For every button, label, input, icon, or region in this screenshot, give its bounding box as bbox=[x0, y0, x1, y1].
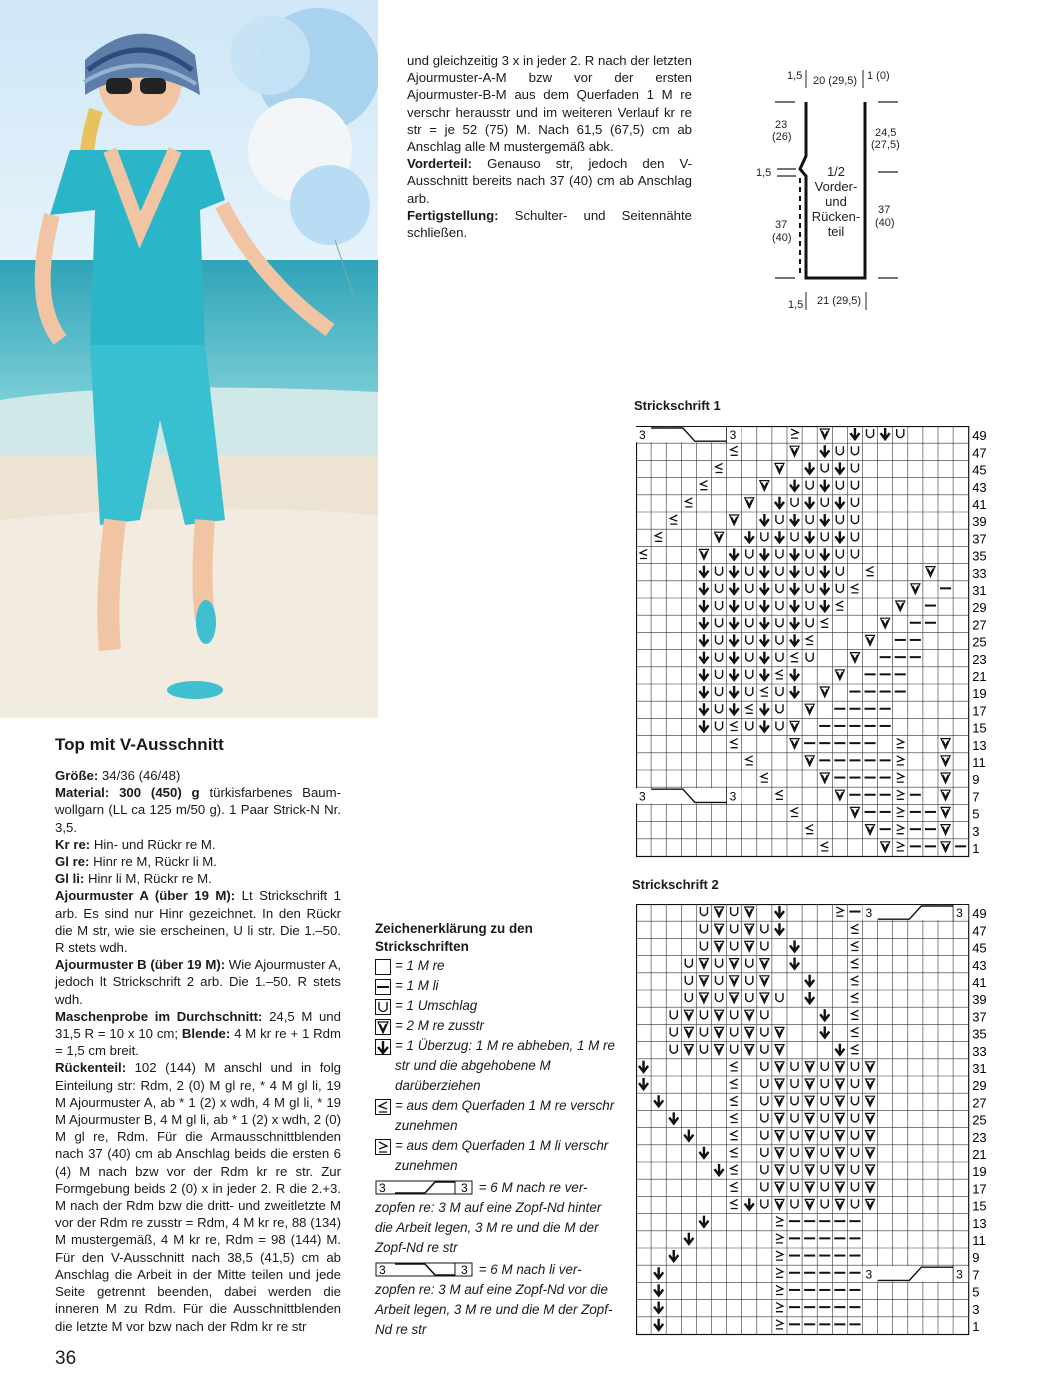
row-label: 11 bbox=[972, 755, 986, 770]
row-label: 25 bbox=[972, 634, 987, 650]
row-label: 29 bbox=[972, 1078, 987, 1094]
dash-symbol-icon bbox=[375, 979, 391, 995]
row-label: 33 bbox=[972, 565, 987, 581]
row-label: 5 bbox=[972, 806, 980, 822]
schematic-bottom-width: 21 (29,5) bbox=[817, 295, 862, 307]
row-label: 39 bbox=[972, 514, 987, 530]
row-label: 37 bbox=[972, 1009, 987, 1025]
legend-item-u bbox=[375, 996, 615, 1016]
page-number: 36 bbox=[55, 1348, 77, 1369]
legend-item-lt bbox=[375, 1096, 615, 1136]
row-label: 29 bbox=[972, 600, 987, 616]
legend-item-text: = 1 M li bbox=[395, 978, 439, 993]
schematic-right-upper-alt: (27,5) bbox=[871, 139, 900, 151]
cable-number: 3 bbox=[639, 428, 646, 443]
row-label: 13 bbox=[972, 737, 987, 753]
row-label: 37 bbox=[972, 531, 987, 547]
legend-item-dash bbox=[375, 976, 615, 996]
row-label: 47 bbox=[972, 445, 987, 461]
cable-number: 3 bbox=[865, 906, 873, 921]
cable-number: 3 bbox=[956, 906, 963, 921]
chart1-title: Strickschrift 1 bbox=[634, 398, 721, 413]
cable-number: 3 bbox=[956, 1267, 963, 1282]
row-label: 31 bbox=[972, 1061, 987, 1076]
row-label: 7 bbox=[972, 789, 980, 805]
legend-item-text: = 2 M re zusstr bbox=[395, 1018, 484, 1033]
schematic-label-line-1: 1/2 bbox=[826, 164, 846, 179]
schematic-label-line-5: teil bbox=[827, 224, 845, 239]
row-label: 13 bbox=[972, 1215, 987, 1231]
u-symbol-icon bbox=[375, 999, 391, 1015]
legend-item-text: = 1 Umschlag bbox=[395, 998, 478, 1013]
svg-text:3: 3 bbox=[461, 1181, 468, 1196]
row-label: 47 bbox=[972, 923, 987, 939]
legend-item-text: = 1 Überzug: 1 M re abheben, 1 M re str und die abgehobene M darüberziehen bbox=[395, 1038, 615, 1093]
schematic-left-lower: 37 bbox=[775, 219, 788, 231]
schematic-left-upper: 23 bbox=[775, 119, 788, 131]
instructions-left-column bbox=[55, 767, 341, 1335]
gauge-paragraph: Maschenprobe im Durchschnitt: 24,5 M und 31,5 R = 10 x 10 cm; Blende: 4 M kr re + 1 Rdm = 1,5 cm breit. bbox=[55, 1008, 342, 1059]
symbol-legend bbox=[375, 920, 615, 1340]
chart2-title: Strickschrift 2 bbox=[632, 877, 719, 892]
size-schematic bbox=[750, 60, 930, 320]
legend-heading: Zeichenerklärung zu den Strickschriften bbox=[375, 921, 533, 954]
row-label: 21 bbox=[972, 669, 987, 684]
row-label: 27 bbox=[972, 1095, 987, 1111]
ajour-a-paragraph: Ajourmuster A (über 19 M): Lt Strickschrift 1 arb. Es sind nur Hinr gezeichnet. In den Rückr die M str, wie sie erscheinen, U li str. Die 1.–50. R stets wdh. bbox=[55, 888, 341, 956]
model-photo bbox=[0, 0, 378, 718]
legend-item-text: = 1 M re bbox=[395, 958, 445, 973]
row-label: 15 bbox=[972, 1198, 987, 1214]
row-label: 49 bbox=[972, 906, 987, 922]
schematic-label-line-4: Rücken- bbox=[811, 209, 861, 224]
svg-text:3: 3 bbox=[379, 1263, 386, 1278]
schematic-top-width: 20 (29,5) bbox=[813, 75, 858, 87]
legend-cable-left-text: = 6 M nach li ver-zopfen re: 3 M auf eine Zopf-Nd vor die Arbeit legen, 3 M re und die M der Zopf-Nd re str bbox=[375, 1262, 613, 1337]
row-label: 45 bbox=[972, 462, 987, 478]
row-label: 3 bbox=[972, 823, 980, 839]
row-label: 1 bbox=[972, 1319, 980, 1334]
cable-number: 3 bbox=[865, 1267, 873, 1282]
row-label: 19 bbox=[972, 686, 987, 702]
lt-symbol-icon bbox=[375, 1099, 391, 1115]
legend-item-text: = aus dem Querfaden 1 M re verschr zunehmen bbox=[395, 1098, 615, 1133]
schematic-right-lower-alt: (40) bbox=[875, 217, 895, 229]
row-label: 19 bbox=[972, 1164, 987, 1180]
row-label: 23 bbox=[972, 1129, 987, 1145]
row-label: 23 bbox=[972, 651, 987, 667]
continuation-paragraph: und gleichzeitig 3 x in jeder 2. R nach der letzten Ajourmuster-A-M bzw vor der ersten Ajourmuster-B-M aus dem Querfaden 1 M re verschr herausstr und im weiteren Verlauf kr re str = je 52 (75) M. Nach 61,5 (67,5) cm ab Anschlag alle M mustergemäß abk. bbox=[407, 53, 692, 155]
row-label: 39 bbox=[972, 992, 987, 1008]
size-paragraph: Größe: 34/36 (46/48) bbox=[55, 768, 181, 783]
row-label: 7 bbox=[972, 1267, 980, 1283]
cable-right-icon bbox=[375, 1180, 475, 1196]
legend-item-v bbox=[375, 1016, 615, 1036]
schematic-label-line-2: Vorder- bbox=[814, 179, 858, 194]
pattern-title: Top mit V-Ausschnitt bbox=[55, 735, 224, 754]
legend-item-down bbox=[375, 1036, 615, 1096]
gt-symbol-icon bbox=[375, 1139, 391, 1155]
schematic-label-line-3: und bbox=[825, 194, 847, 209]
gl-re-paragraph: Gl re: Hinr re M, Rückr li M. bbox=[55, 854, 217, 870]
row-label: 17 bbox=[972, 1181, 987, 1197]
back-piece-paragraph: Rückenteil: 102 (144) M anschl und in folg Einteilung str: Rdm, 2 (0) M gl re, * 4 M gl li, 19 M Ajourmuster A, ab * 1 (2) x wdh, 4 M gl li, * 19 M Ajourmuster B, 4 M gl li, ab * 1 (2) x wdh, 2 (0) M gl re, Rdm. Für die Armausschnittblenden nach 37 (40) cm ab Anschlag beids die ersten 6 (4) M nach bzw vor der Rdm kr re str. Zur Formgebung beids 2 (0) x in jeder 2. R die 2.+3. M nach der Rdm bzw die dritt- und zweitletzte M vor der Rdm re zusstr = Rdm, 4 M kr re, 88 (134) M mustergemäß, 4 M kr re, Rdm = 98 (144) M. Für den V-Ausschnitt nach 38,5 (41,5) cm ab Anschlag die Arbeit in der Mitte teilen und jede Seite getrennt beenden, dabei werden die inneren M zu Rdm. Für die Ausschnittblenden die letzte M vor bzw nach der Rdm kr re str bbox=[55, 1060, 341, 1334]
knitting-chart-1 bbox=[636, 426, 996, 862]
kr-re-paragraph: Kr re: Hin- und Rückr re M. bbox=[55, 836, 216, 852]
row-label: 3 bbox=[972, 1301, 980, 1317]
row-label: 9 bbox=[972, 1250, 980, 1266]
legend-cable-left bbox=[375, 1260, 615, 1340]
v-symbol-icon bbox=[375, 1019, 391, 1035]
row-label: 41 bbox=[972, 497, 987, 512]
knitting-chart-2 bbox=[636, 904, 996, 1340]
empty-symbol-icon bbox=[375, 959, 391, 975]
schematic-right-upper: 24,5 bbox=[875, 127, 897, 139]
legend-cable-right-text: = 6 M nach re ver-zopfen re: 3 M auf eine Zopf-Nd hinter die Arbeit legen, 3 M re und die M der Zopf-Nd re str bbox=[375, 1180, 602, 1255]
schematic-top-right: 1 (0) bbox=[867, 70, 890, 82]
row-label: 17 bbox=[972, 703, 987, 719]
row-label: 33 bbox=[972, 1043, 987, 1059]
schematic-left-mid: 1,5 bbox=[756, 167, 772, 179]
gl-li-paragraph: Gl li: Hinr li M, Rückr re M. bbox=[55, 871, 212, 887]
schematic-right-lower: 37 bbox=[878, 204, 891, 216]
legend-item-text: = aus dem Querfaden 1 M li verschr zunehmen bbox=[395, 1138, 609, 1173]
row-label: 43 bbox=[972, 479, 987, 495]
cable-number: 3 bbox=[729, 428, 737, 443]
front-piece-paragraph: Vorderteil: Genauso str, jedoch den V-Ausschnitt bereits nach 37 (40) cm ab Anschlag arb. bbox=[407, 156, 692, 206]
row-label: 9 bbox=[972, 772, 980, 788]
row-label: 25 bbox=[972, 1112, 987, 1128]
schematic-left-upper-alt: (26) bbox=[772, 131, 792, 143]
row-label: 35 bbox=[972, 548, 987, 564]
row-label: 31 bbox=[972, 583, 987, 598]
row-label: 35 bbox=[972, 1026, 987, 1042]
row-label: 21 bbox=[972, 1147, 987, 1162]
cable-number: 3 bbox=[729, 789, 737, 804]
legend-item-empty bbox=[375, 956, 615, 976]
row-label: 15 bbox=[972, 720, 987, 736]
row-label: 11 bbox=[972, 1233, 986, 1248]
row-label: 27 bbox=[972, 617, 987, 633]
finishing-paragraph: Fertigstellung: Schulter- und Seitennähte schließen. bbox=[407, 207, 692, 241]
svg-text:3: 3 bbox=[379, 1181, 386, 1196]
schematic-bottom-left: 1,5 bbox=[788, 299, 804, 311]
row-label: 5 bbox=[972, 1284, 980, 1300]
row-label: 49 bbox=[972, 428, 987, 444]
legend-item-gt bbox=[375, 1136, 615, 1176]
row-label: 1 bbox=[972, 841, 980, 856]
ajour-b-paragraph: Ajourmuster B (über 19 M): Wie Ajourmuster A, jedoch lt Strickschrift 2 arb. Die 1.–50. R stets wdh. bbox=[55, 957, 341, 1007]
cable-number: 3 bbox=[639, 789, 646, 804]
cable-left-icon bbox=[375, 1262, 475, 1278]
down-symbol-icon bbox=[375, 1039, 391, 1055]
schematic-top-left: 1,5 bbox=[787, 70, 803, 82]
row-label: 43 bbox=[972, 957, 987, 973]
svg-text:3: 3 bbox=[461, 1263, 468, 1278]
row-label: 41 bbox=[972, 975, 987, 990]
material-paragraph: Material: 300 (450) g türkisfarbenes Baumwollgarn (LL ca 125 m/50 g). 1 Paar Strick-N Nr. 3,5. bbox=[55, 785, 341, 835]
legend-cable-right bbox=[375, 1178, 615, 1258]
instructions-mid-column bbox=[407, 52, 692, 241]
row-label: 45 bbox=[972, 940, 987, 956]
schematic-left-lower-alt: (40) bbox=[772, 232, 792, 244]
